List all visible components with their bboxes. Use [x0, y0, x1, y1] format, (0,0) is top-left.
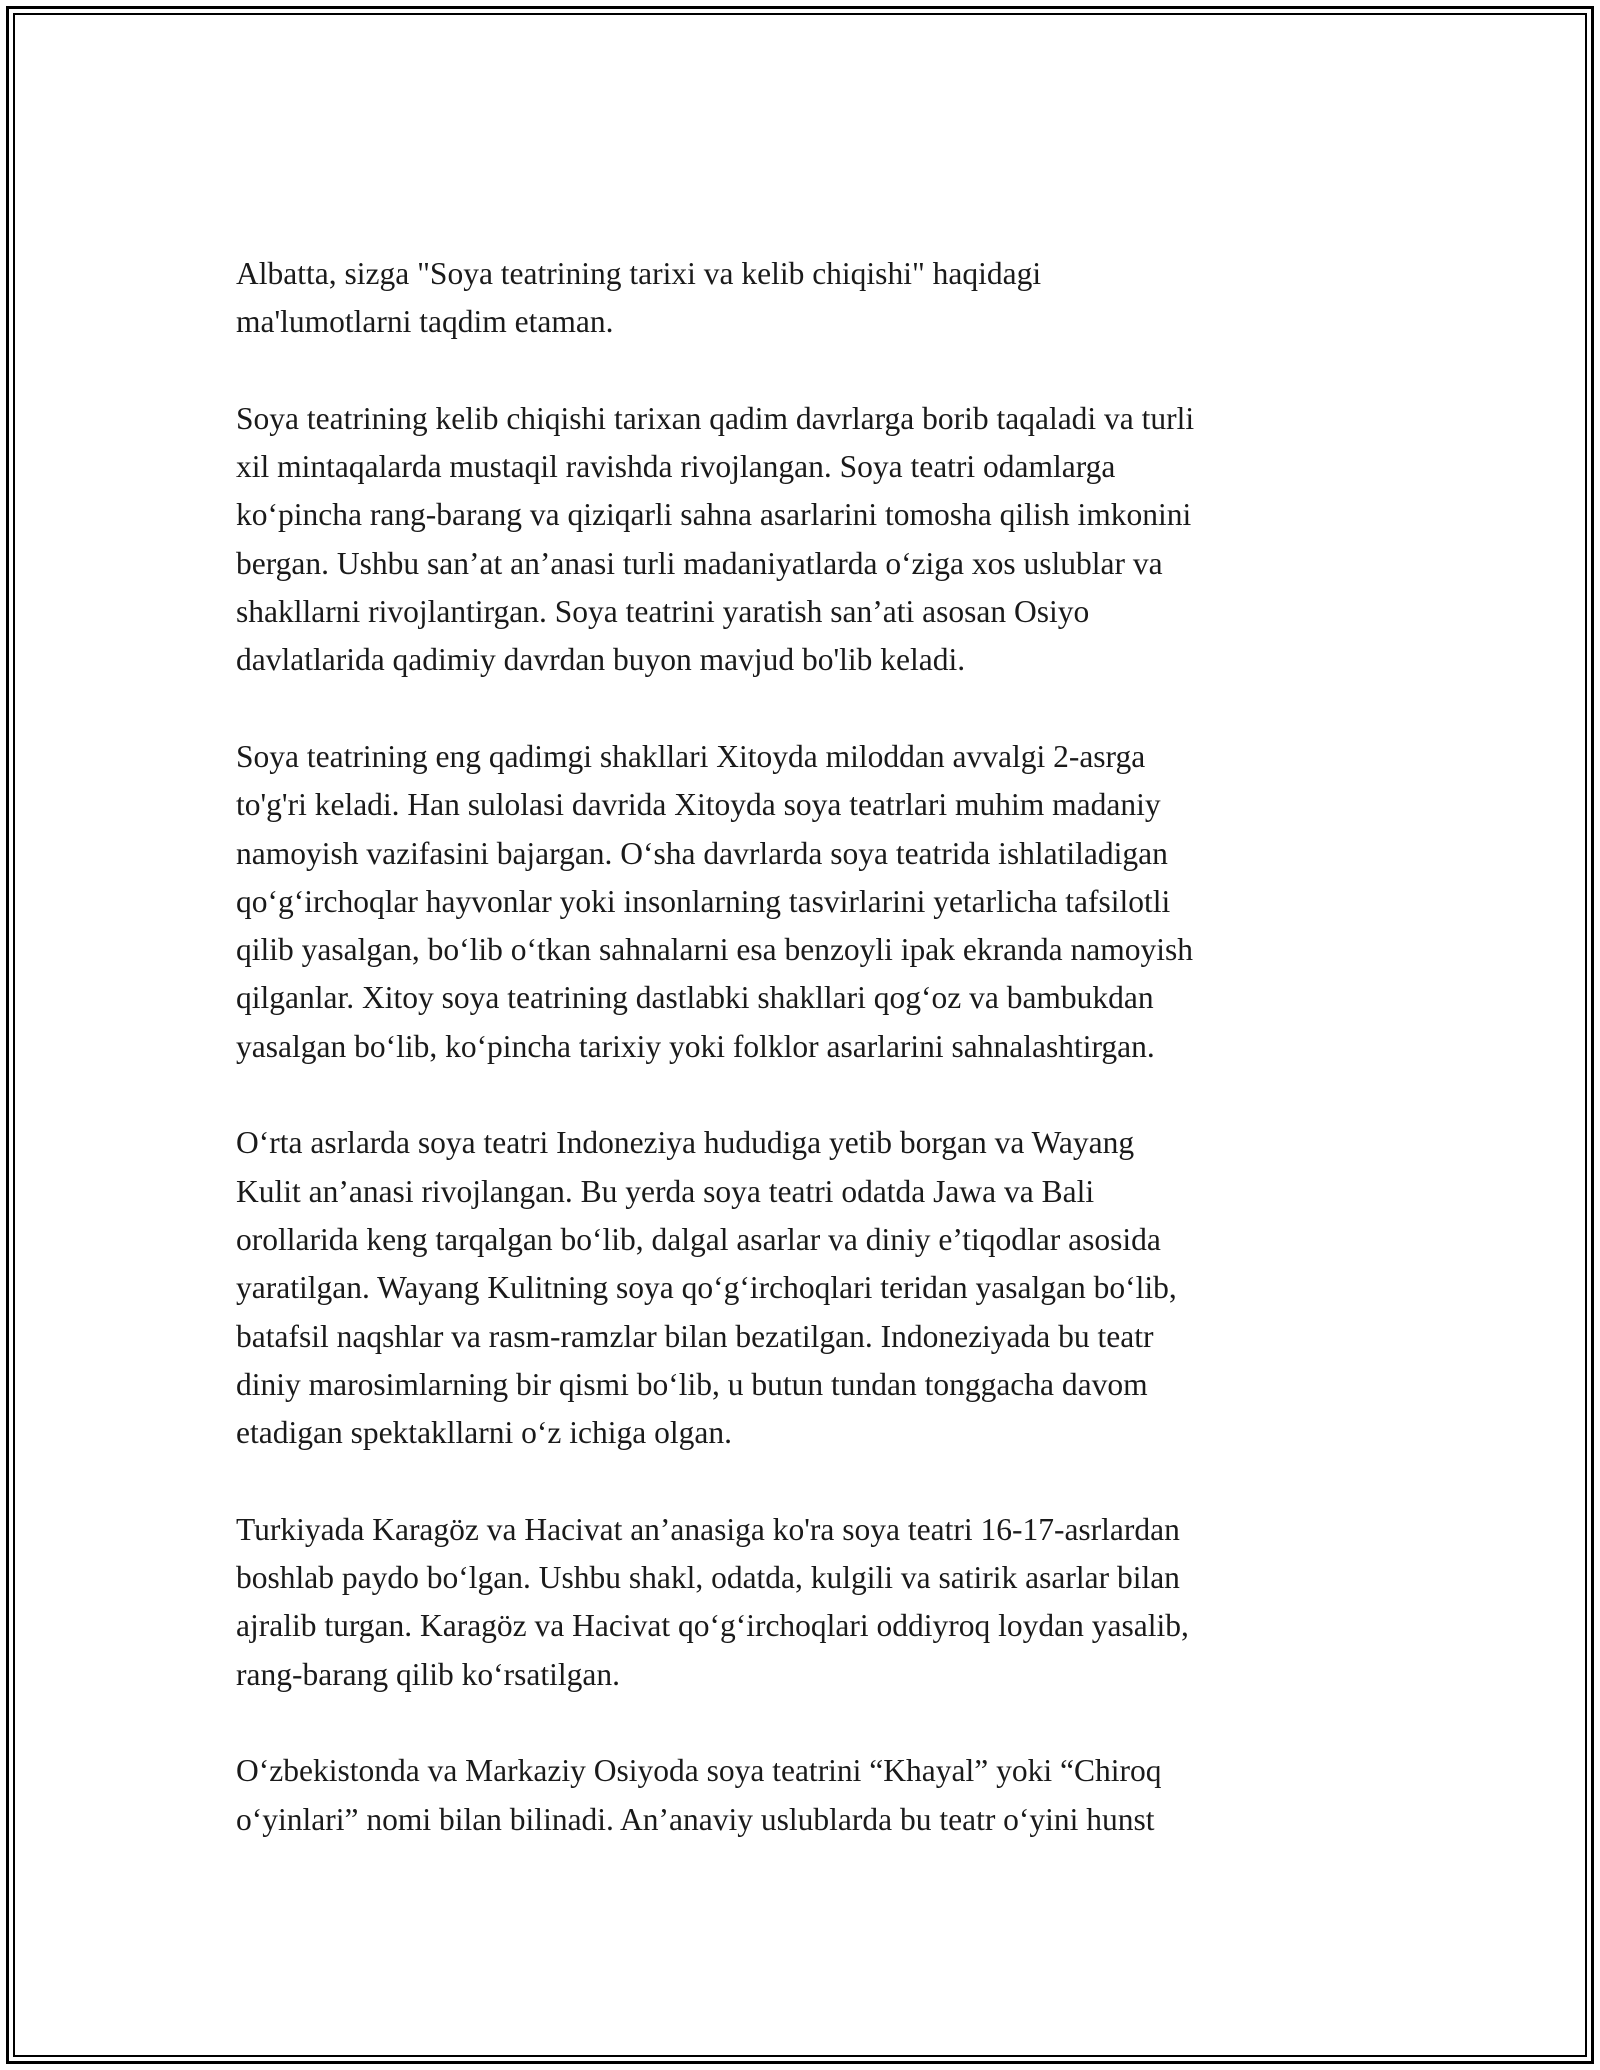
paragraph-turkey — [236, 1506, 1366, 1699]
text-line: boshlab paydo bo‘lgan. Ushbu shakl, odatda, kulgili va satirik asarlar bilan — [236, 1560, 1180, 1596]
text-line: batafsil naqshlar va rasm-ramzlar bilan bezatilgan. Indoneziyada bu teatr — [236, 1318, 1154, 1354]
text-line: yasalgan bo‘lib, ko‘pincha tarixiy yoki folklor asarlarini sahnalashtirgan. — [236, 1028, 1155, 1064]
paragraph-china — [236, 733, 1366, 1071]
paragraph-intro — [236, 250, 1366, 347]
text-line: rang-barang qilib ko‘rsatilgan. — [236, 1656, 620, 1692]
text-line: qo‘g‘irchoqlar hayvonlar yoki insonlarning tasvirlarini yetarlicha tafsilotli — [236, 883, 1171, 919]
text-line: O‘zbekistonda va Markaziy Osiyoda soya teatrini “Khayal” yoki “Chiroq — [236, 1753, 1162, 1789]
text-line: davlatlarida qadimiy davrdan buyon mavjud bo'lib keladi. — [236, 642, 966, 678]
text-line: bergan. Ushbu san’at an’anasi turli madaniyatlarda o‘ziga xos uslublar va — [236, 545, 1163, 581]
text-line: O‘rta asrlarda soya teatri Indoneziya hududiga yetib borgan va Wayang — [236, 1125, 1135, 1161]
text-line: ma'lumotlarni taqdim etaman. — [236, 304, 614, 340]
text-line: orollarida keng tarqalgan bo‘lib, dalgal asarlar va diniy e’tiqodlar asosida — [236, 1221, 1161, 1257]
text-line: ajralib turgan. Karagöz va Hacivat qo‘g‘irchoqlari oddiyroq loydan yasalib, — [236, 1608, 1189, 1644]
text-line: Albatta, sizga "Soya teatrining tarixi va kelib chiqishi" haqidagi — [236, 256, 1042, 291]
text-line: qilib yasalgan, bo‘lib o‘tkan sahnalarni esa benzoyli ipak ekranda namoyish — [236, 932, 1193, 968]
document-body — [236, 250, 1366, 1892]
text-line: xil mintaqalarda mustaqil ravishda rivojlangan. Soya teatri odamlarga — [236, 449, 1116, 485]
paragraph-origins — [236, 395, 1366, 685]
text-line: yaratilgan. Wayang Kulitning soya qo‘g‘irchoqlari teridan yasalgan bo‘lib, — [236, 1270, 1177, 1306]
text-line: namoyish vazifasini bajargan. O‘sha davrlarda soya teatrida ishlatiladigan — [236, 835, 1168, 871]
text-line: ko‘pincha rang-barang va qiziqarli sahna asarlarini tomosha qilish imkonini — [236, 497, 1192, 533]
text-line: qilganlar. Xitoy soya teatrining dastlabki shakllari qog‘oz va bambukdan — [236, 980, 1154, 1016]
text-line: Soya teatrining eng qadimgi shakllari Xitoyda miloddan avvalgi 2-asrga — [236, 738, 1146, 774]
paragraph-indonesia — [236, 1119, 1366, 1457]
text-line: Soya teatrining kelib chiqishi tarixan qadim davrlarga borib taqaladi va turli — [236, 400, 1195, 436]
text-line: Kulit an’anasi rivojlangan. Bu yerda soya teatri odatda Jawa va Bali — [236, 1173, 1095, 1209]
text-line: diniy marosimlarning bir qismi bo‘lib, u butun tundan tonggacha davom — [236, 1366, 1148, 1402]
text-line: o‘yinlari” nomi bilan bilinadi. An’anaviy uslublarda bu teatr o‘yini hunst — [236, 1801, 1155, 1837]
paragraph-uzbekistan — [236, 1747, 1366, 1844]
text-line: shakllarni rivojlantirgan. Soya teatrini yaratish san’ati asosan Osiyo — [236, 594, 1090, 630]
text-line: etadigan spektakllarni o‘z ichiga olgan. — [236, 1415, 732, 1451]
text-line: Turkiyada Karagöz va Hacivat an’anasiga ko'ra soya teatri 16-17-asrlardan — [236, 1511, 1180, 1547]
text-line: to'g'ri keladi. Han sulolasi davrida Xitoyda soya teatrlari muhim madaniy — [236, 787, 1161, 823]
